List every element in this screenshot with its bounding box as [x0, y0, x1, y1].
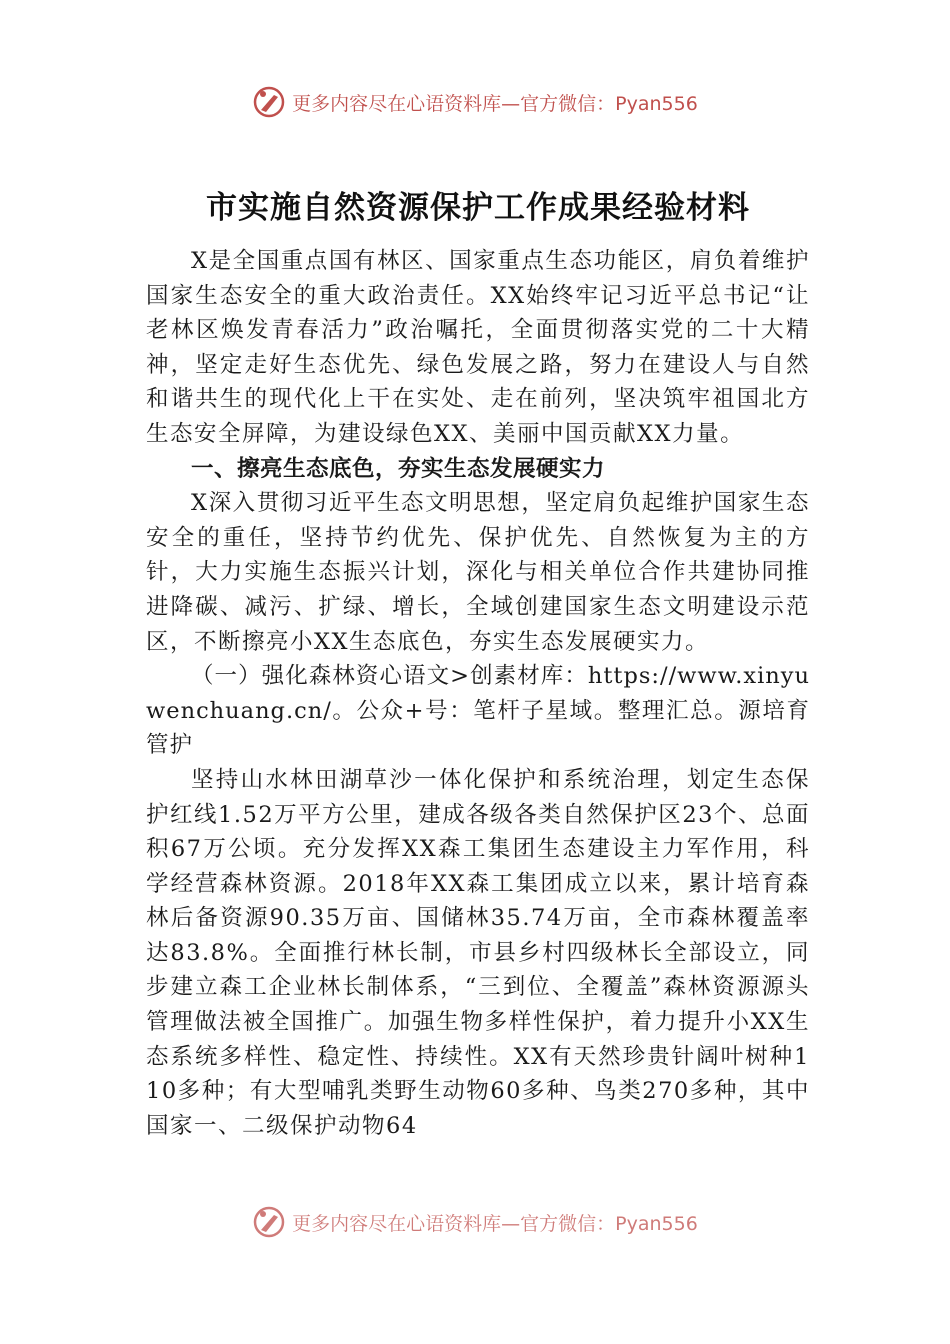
watermark-footer	[0, 1202, 950, 1242]
document-title: 市实施自然资源保护工作成果经验材料	[206, 190, 750, 226]
watermark-header	[0, 82, 950, 122]
watermark-text: 更多内容尽在心语资料库—官方微信：Pyan556	[292, 1212, 698, 1235]
section-1-paragraph: X深入贯彻习近平生态文明思想，坚定肩负起维护国家生态安全的重任，坚持节约优先、保护优先、自然恢复为主的方针，大力实施生态振兴计划，深化与相关单位合作共建协同推进降碳、减污、扩绿、增长，全域创建国家生态文明建设示范区，不断擦亮小XX生态底色，夯实生态发展硬实力。	[146, 490, 810, 655]
document-body	[146, 186, 810, 1143]
subsection-1-paragraph: 坚持山水林田湖草沙一体化保护和系统治理，划定生态保护红线1.52万平方公里，建成各级各类自然保护区23个、总面积67万公顷。充分发挥XX森工集团生态建设主力军作用，科学经营森林资源。2018年XX森工集团成立以来，累计培育森林后备资源90.35万亩、国储林35.74万亩，全市森林覆盖率达83.8%。全面推行林长制，市县乡村四级林长全部设立，同步建立森工企业林长制体系，“三到位、全覆盖”森林资源源头管理做法被全国推广。加强生物多样性保护，着力提升小XX生态系统多样性、稳定性、持续性。XX有天然珍贵针阔叶树种110多种；有大型哺乳类野生动物60多种、鸟类270多种，其中国家一、二级保护动物64	[146, 766, 810, 1139]
pen-nib-logo-icon	[252, 85, 286, 119]
intro-paragraph: X是全国重点国有林区、国家重点生态功能区，肩负着维护国家生态安全的重大政治责任。XX始终牢记习近平总书记“让老林区焕发青春活力”政治嘱托，全面贯彻落实党的二十大精神，坚定走好生态优先、绿色发展之路，努力在建设人与自然和谐共生的现代化上干在实处、走在前列，坚决筑牢祖国北方生态安全屏障，为建设绿色XX、美丽中国贡献XX力量。	[146, 248, 810, 447]
pen-nib-logo-icon	[252, 1205, 286, 1239]
section-heading-1: 一、擦亮生态底色，夯实生态发展硬实力	[191, 455, 606, 482]
watermark-text: 更多内容尽在心语资料库—官方微信：Pyan556	[292, 92, 698, 115]
subsection-heading-1: （一）强化森林资心语文>创素材库：https://www.xinyuwenchuang.cn/。公众+号：笔杆子星域。整理汇总。源培育管护	[146, 663, 810, 759]
